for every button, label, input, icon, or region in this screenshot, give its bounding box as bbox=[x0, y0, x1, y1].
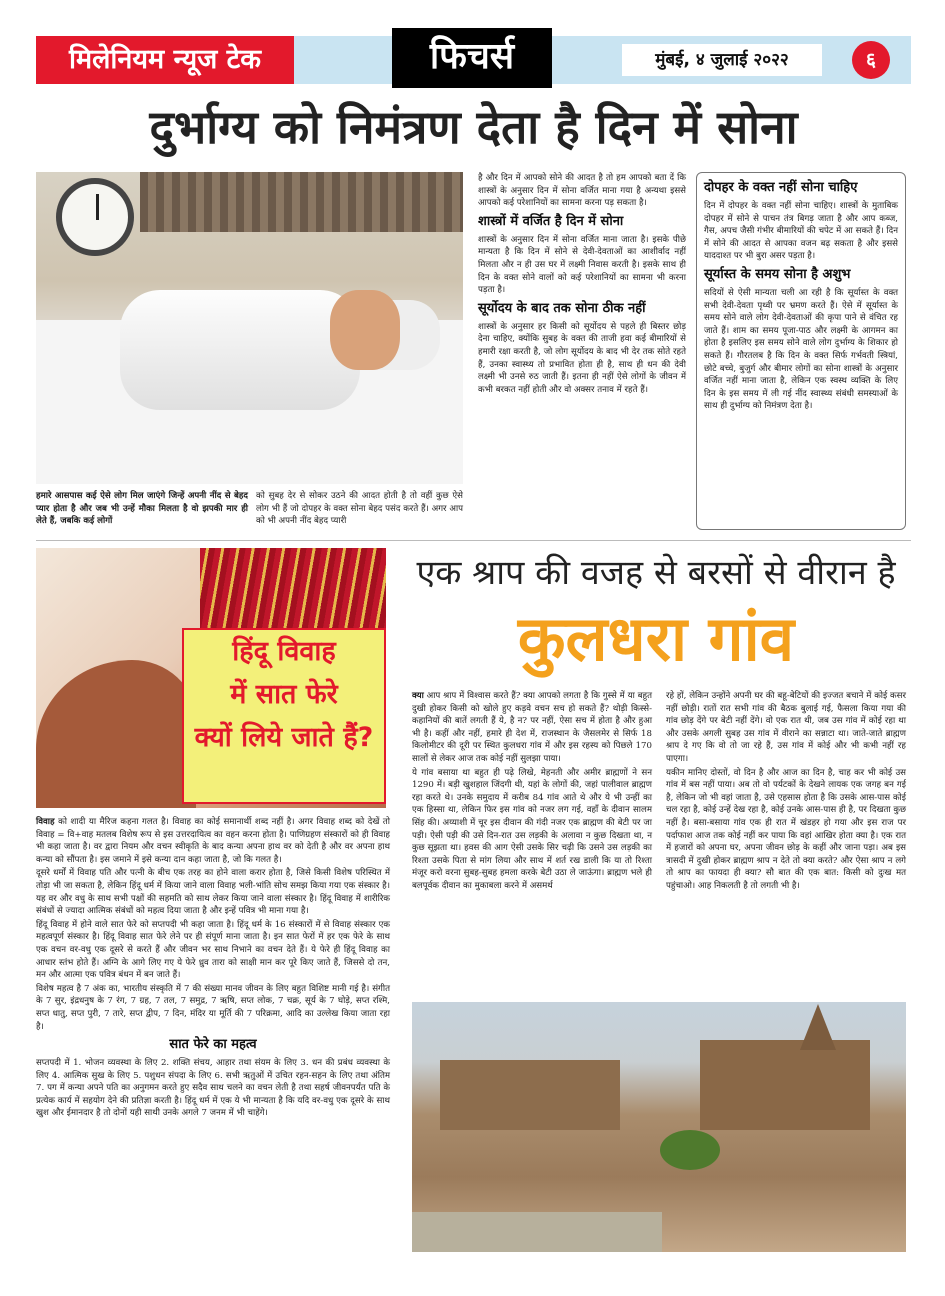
section-title: फिचर्स bbox=[392, 28, 552, 88]
article1-headline: दुर्भाग्य को निमंत्रण देता है दिन में सोना bbox=[149, 100, 798, 154]
subheading: सूर्योदय के बाद तक सोना ठीक नहीं bbox=[478, 300, 646, 316]
article3-headline: कुलधरा गांव bbox=[517, 602, 795, 675]
article3-column-2: रहे हों, लेकिन उन्होंने अपनी घर की बहू-बेटियों की इज्जत बचाने में कोई कसर नहीं छोड़ी। रातों रात सभी गांव की बैठक बुलाई गई, फैसला किया गया की गांव छोड़ देंगे पर बेटी नहीं देंगे। वो एक रात थी, जब उस गांव में कोई रहा था और उसके अगली सुबह उस गांव में वीराने का सन्नाटा था। जाते-जाते ब्राह्मण श्राप दे गए कि वो तो जा रहे हैं, उस गांव में कोई और भी कभी नहीं रह पाएगा। यकीन मानिए दोस्तों, वो दिन है और आज का दिन है, चाह कर भी कोई उस गांव में बस नहीं पाया। अब तो वो पर्यटकों के देखने लायक एक जगह बन गई है, लेकिन जो भी वहां जाता है, उसे एहसास होता है कि उसके आस-पास कोई चल रहा है, कोई उन्हें देख रहा है, कोई उनके आस-पास ही है, पर दिखता कुछ नहीं है। बसा-बसाया गांव एक ही रात में खंडहर हो गया और इस राज पर पर्दाफाश आज तक कोई नहीं कर पाया कि वहां आखिर होता क्या है। एक रात में हजारों को अपना घर, अपना जीवन छोड़ के कहीं और जाना पड़ा। अब इस त्रासदी में दुखी होकर ब्राह्मण श्राप न देते तो क्या करते? और ऐसा श्राप न लगे तो श्राप का फायदा ही क्या? सौ बात की एक बात: किसी को दुःख मत पहुंचाओ। आह निकलती है तो लगती भी है। bbox=[666, 691, 906, 891]
subheading: दोपहर के वक्त नहीं सोना चाहिए bbox=[704, 180, 858, 195]
subheading: सात फेरे का महत्व bbox=[169, 1037, 257, 1053]
article3-kicker: एक श्राप की वजह से बरसों से वीरान है bbox=[416, 553, 896, 593]
wall-clock-icon bbox=[56, 178, 134, 256]
brand-name: मिलेनियम न्यूज टेक bbox=[36, 36, 294, 84]
subheading: शास्त्रों में वर्जित है दिन में सोना bbox=[478, 213, 624, 229]
photo-man-face bbox=[330, 290, 400, 370]
article2-body: विवाह को शादी या मैरिज कहना गलत है। विवाह का कोई समानार्थी शब्द नहीं है। अगर विवाह शब्द को देखें तो विवाह = वि+वाह मतलब विशेष रूप से इस उत्तरदायित्व का वहन करना होता है। पाणिग्रहण संस्कारों को ही विवाह भी कहा जाता है। वर द्वारा नियम और वचन स्वीकृति के बाद कन्या अपना हाथ वर को देती है और वर अपना हाथ कन्या को सौंपता है। इस जमाने में इसे कन्या दान कहा जाता है, जो कि गलत है। दूसरे धर्मों में विवाह पति और पत्नी के बीच एक तरह का होने वाला करार होता है, जिसे किसी विशेष परिस्थित में तोड़ा भी जा सकता है, लेकिन हिंदू धर्म में किया जाने वाला विवाह भली-भांति सोच समझ किया गया एक संस्कार है। यह वर और वधु के साथ सभी पक्षों की सहमति को साथ लेकर किया जाने वाला संस्कार है। हिंदू विवाह में शारीरिक संबंधों से ज्यादा आत्मिक संबंधों को महत्व दिया जाता है और इन्हें पवित्र भी माना गया है। हिंदू विवाह में होने वाले सात फेरे को सप्तपदी भी कहा जाता है। हिंदू धर्म के 16 संस्कारों में से विवाह संस्कार एक महत्वपूर्ण संस्कार है। हिंदू विवाह सात फेरे लेने पर ही संपूर्ण माना जाता है। इन सात फेरों में हर एक फेरे के साथ एक वचन वर-वधु एक दूसरे से करते हैं और जीवन भर साथ निभाने का वचन देते हैं। ये फेरे ही हिंदू विवाह का आधार स्तंभ होते हैं। अग्नि के आगे लिए गए ये फेरे ध्रुव तारा को साक्षी मान कर पूरे किए जाते हैं, जिससे दो तन, मन और आत्मा एक पवित्र बंधन में बन जाते हैं। विशेष महत्व है 7 अंक का, भारतीय संस्कृति में 7 की संख्या मानव जीवन के लिए बहुत विशिष्ट मानी गई है। संगीत के 7 सुर, इंद्रधनुष के 7 रंग, 7 ग्रह, 7 तल, 7 समुद्र, 7 ऋषि, सप्त लोक, 7 चक्र, सूर्य के 7 घोड़े, सप्त रश्मि, सप्त धातु, सप्त पुरी, 7 तारे, सप्त द्वीप, 7 दिन, मंदिर या मूर्ति की 7 परिक्रमा, आदि का उल्लेख किया जाता रहा है। सात फेरे का महत्व सप्तपदी में 1. भोजन व्यवस्था के लिए 2. शक्ति संचय, आहार तथा संयम के लिए 3. धन की प्रबंध व्यवस्था के लिए 4. आत्मिक सुख के लिए 5. पशुधन संपदा के लिए 6. सभी ऋतुओं में उचित रहन-सहन के लिए तथा अंतिम 7. पग में कन्या अपने पति का अनुगमन करते हुए सदैव साथ चलने का वचन लेती है तथा सहर्ष जीवनपर्यंत पति के प्रत्येक कार्य में सहयोग देने की प्रतिज्ञा करती है। हिंदू धर्म में एक ये भी मान्यता है कि यदि वर-वधु एक दूसरे के साथ खुश और ईमानदार है तो दोनों यही साथी उनके अगले 7 जनम में भी चाहेंगे। bbox=[36, 817, 390, 1119]
photo-ruin bbox=[440, 1060, 620, 1130]
photo-pond bbox=[412, 1212, 662, 1252]
page-number: ६ bbox=[852, 41, 890, 79]
photo-ruin bbox=[700, 1040, 870, 1130]
photo-tree bbox=[660, 1130, 720, 1170]
issue-date: मुंबई, ४ जुलाई २०२२ bbox=[622, 44, 822, 76]
subheading: सूर्यास्त के समय सोना है अशुभ bbox=[704, 266, 851, 282]
article1-column: है और दिन में आपको सोने की आदत है तो हम आपको बता दें कि शास्त्रों के अनुसार दिन में सोना वर्जित माना गया है अन्यथा इससे आपको कई परेशानियों का सामना करना पड़ सकता है। शास्त्रों में वर्जित है दिन में सोना शास्त्रों के अनुसार दिन में सोना वर्जित माना जाता है। इसके पीछे मान्यता है कि दिन में सोने से देवी-देवताओं का आशीर्वाद नहीं मिलता और न ही उस घर में लक्ष्मी निवास करती है। इसके साथ ही दिन के वक्त सोने वालों को कई परेशानियों का सामना भी करना पड़ता है। सूर्योदय के बाद तक सोना ठीक नहीं शास्त्रों के अनुसार हर किसी को सूर्योदय से पहले ही बिस्तर छोड़ देना चाहिए, क्योंकि सुबह के वक्त की ताजी हवा कई बीमारियों से हमारी रक्षा करती है, जो लोग सूर्योदय के बाद भी देर तक सोते रहते हैं, उनका स्वास्थ्य तो प्रभावित होता ही है, साथ ही धन की देवी लक्ष्मी भी उनसे रुठ जाती हैं। इतना ही नहीं ऐसे लोगों के जीवन में कभी बरकत नहीं होती और वो अक्सर तनाव में रहते हैं। bbox=[478, 173, 686, 395]
photo-curtain bbox=[140, 172, 463, 232]
article1-sidebar-box: दोपहर के वक्त नहीं सोना चाहिए दिन में दोपहर के वक्त नहीं सोना चाहिए। शास्त्रों के मुताबिक दोपहर में सोने से पाचन तंत्र बिगड़ जाता है और आप कब्ज, गैस, अपच जैसी गंभीर बीमारियों की चपेट में आ सकते हैं। दिन में सोने की आदत से आपका वजन बढ़ सकता है और इससे याददाश्त पर भी बुरा असर पड़ता है। सूर्यास्त के समय सोना है अशुभ सदियों से ऐसी मान्यता चली आ रही है कि सूर्यास्त के वक्त सभी देवी-देवता पृथ्वी पर भ्रमण करते हैं। ऐसे में सूर्यास्त के समय सोने वाले लोग देवी-देवताओं की कृपा पाने से वंचित रह जाते हैं। शाम का समय पूजा-पाठ और लक्ष्मी के आगमन का होता है इसलिए इस समय सोने वाले लोग दुर्भाग्य के शिकार हो सकते हैं। गौरतलब है कि दिन के वक्त सिर्फ गर्भवती स्त्रियां, छोटे बच्चे, बुजुर्ग और बीमार लोगों का सोना शास्त्रों के अनुसार वर्जित नहीं माना जाता है, लेकिन एक स्वस्थ व्यक्ति के लिए दिन के इस समय में ली गई नींद स्वास्थ्य संबंधी समस्याओं के साथ ही दुर्भाग्य को निमंत्रण देता है। bbox=[696, 172, 906, 530]
section-divider bbox=[36, 540, 911, 541]
wedding-title-box: हिंदू विवाह में सात फेरे क्यों लिये जाते हैं? bbox=[182, 628, 386, 804]
article1-intro-b: को सुबह देर से सोकर उठने की आदत होती है तो वहीं कुछ ऐसे लोग भी हैं जो दोपहर के वक्त सोना बेहद पसंद करते हैं। अगर आप को भी अपनी नींद बेहद प्यारी bbox=[256, 491, 463, 527]
article3-column-1: क्या आप श्राप में विश्वास करते हैं? क्या आपको लगता है कि गुस्से में या बहुत दुखी होकर किसी को खोले हुए कड़वे वचन सच हो सकते हैं? थोड़ी किस्से-कहानियों की बातें लगती हैं ये, है न? पर नहीं, ऐसा सच में होता है और हुआ भी है। कहीं और नहीं, हमारे ही देश में, राजस्थान के जैसलमेर से सिर्फ 18 किलोमीटर की दूरी पर स्थित कुलधरा गांव में और इस रहस्य को पिछले 170 सालों से लेकर आज तक कोई नहीं सुलझा पाया। ये गांव बसाया था बहुत ही पढ़े लिखे, मेहनती और अमीर ब्राह्मणों ने सन 1290 में। बड़ी खुशहाल जिंदगी थी, यहां के लोगों की, जहां पालीवाल ब्राह्मण रहा करते थे। उनके समुदाय में करीब 84 गांव आते थे और ये भी उन्हीं का एक हिस्सा था, लेकिन फिर इस गांव को नजर लग गई, वहाँ के दीवान सालम सिंह की। अय्याशी में चूर इस दीवान की गंदी नजर एक ब्राह्मण की बेटी पर जा पड़ी। ऐसी पड़ी की उसे दिन-रात उस लड़की के अलावा न कुछ दिखता था, न कुछ सूझता था। हवस की आग ऐसी उसके सिर चढ़ी कि उसने उस लड़की का रिश्ता उसके पिता से मांग लिया और साथ में शर्त रख डाली कि या तो रिश्ता मंजूर करो वरना सुबह-सुबह हमला करके बेटी उठा ले जाऊंगा। ब्राह्मण भले ही बलपूर्वक दीवान का मुकाबला करने में असमर्थ bbox=[412, 691, 652, 891]
article1-intro-a: हमारे आसपास कई ऐसे लोग मिल जाएंगे जिन्हें अपनी नींद से बेहद प्यार होता है और जब भी उन्हें मौका मिलता है वो झपकी मार ही लेते हैं, जबकि कई लोगों bbox=[36, 491, 248, 527]
photo-man-body bbox=[120, 290, 360, 410]
